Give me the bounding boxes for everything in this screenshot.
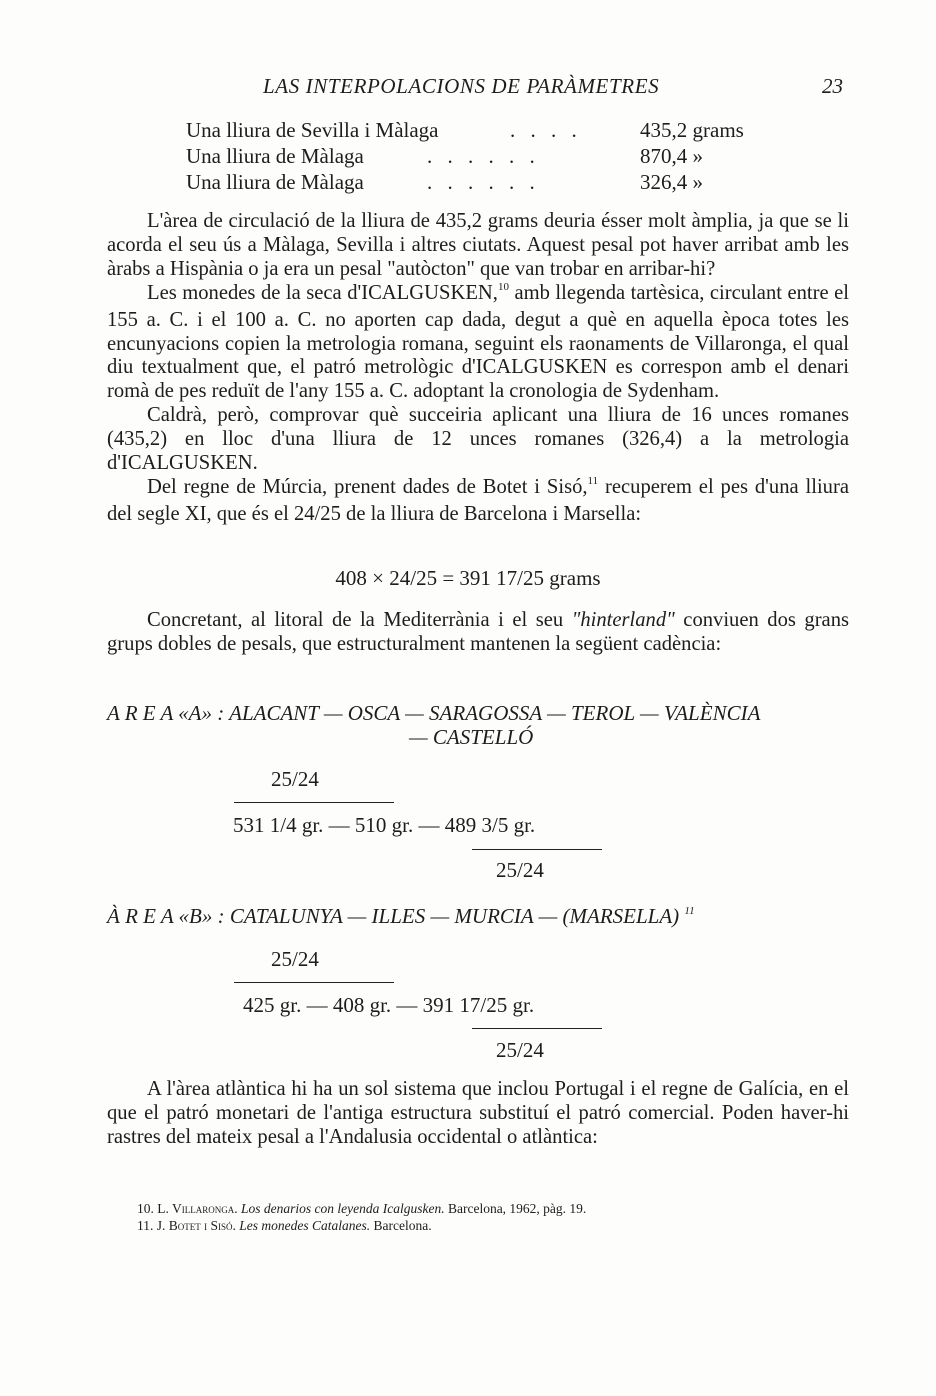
paragraph: L'àrea de circulació de la lliura de 435,2 grams deuria ésser molt àmplia, ja que se li acorda el seu ús a Màlaga, Sevilla i altres ciutats. Aquest pesal pot haver arribat amb les àrabs a Hispània o ja era un pesal "autòcton" que van trobar en arribar-hi? [107,210,849,280]
area-a-fraction-bottom: 25/24 [496,858,544,882]
body-text-block [107,1078,849,1150]
body-text-block [107,609,849,657]
text-run: conviuen dos grans grups dobles de pesals, que estructuralment mantenen la següent cadència: [107,609,850,655]
footnote-author: J. Botet i Sisó. [156,1218,236,1233]
table-row [0,169,936,195]
formula: 408 × 24/25 = 391 17/25 grams [335,566,601,590]
paragraph [107,476,849,527]
area-a-heading: A R E A «A» : ALACANT — OSCA — SARAGOSSA — TEROL — VALÈNCIA [107,701,761,725]
footnote-number: 11. [137,1218,154,1233]
page-number: 23 [822,74,843,98]
footnote [137,1218,432,1234]
fraction-rule [234,802,394,803]
fraction-rule [472,849,602,850]
text-run: Concretant, al litoral de la Mediterrània i el seu [147,609,572,631]
area-b-values: 425 gr. — 408 gr. — 391 17/25 gr. [243,993,535,1017]
row-dots: . . . . . . [427,170,540,194]
text-run: Del regne de Múrcia, prenent dades de Botet i Sisó, [147,475,588,498]
row-dots: . . . . [510,118,582,142]
area-a-heading-continuation: — CASTELLÓ [409,725,534,749]
footnote-title: Los denarios con leyenda Icalgusken. [241,1201,445,1216]
running-header: LAS INTERPOLACIONS DE PARÀMETRES [263,74,660,98]
italic-term: "hinterland" [571,609,675,631]
row-label: Una lliura de Sevilla i Màlaga [186,118,439,142]
body-text-block [107,210,849,527]
footnote-rest: Barcelona. [373,1218,432,1233]
fraction-rule [234,982,394,983]
footnote-author: L. Villaronga. [157,1201,238,1216]
area-a-values: 531 1/4 gr. — 510 gr. — 489 3/5 gr. [233,813,536,837]
paragraph: A l'àrea atlàntica hi ha un sol sistema que inclou Portugal i el regne de Galícia, en el que el patró monetari de l'antiga estructura substituí el patró comercial. Poden haver-hi rastres del mateix pesal a l'Andalusia occidental o atlàntica: [107,1078,849,1148]
row-label: Una lliura de Màlaga [186,170,364,194]
row-dots: . . . . . . [427,144,540,168]
text-run: amb llegenda tartèsica, circulant entre el 155 a. C. i el 100 a. C. no aporten cap dada, degut a què en aquella època totes les encunyacions copien la metrologia romana, seguint els raonaments de Villaronga, el qual diu textualment que, el patró metrològic d'ICALGUSKEN es correspon amb el denari romà de pes reduït de l'any 155 a. C. adoptant la cronologia de Sydenham. [107,281,849,403]
footnote [137,1201,586,1217]
text-run: Les monedes de la seca d'ICALGUSKEN, [147,281,498,304]
table-row [0,143,936,169]
weights-table [0,117,936,195]
row-value: 435,2 grams [640,118,744,142]
fraction-rule [472,1028,602,1029]
area-b-fraction-top: 25/24 [271,947,319,971]
footnote-number: 10. [137,1201,154,1216]
paragraph [107,609,849,657]
area-a-fraction-top: 25/24 [271,767,319,791]
area-b-heading [107,904,695,929]
footnote-rest: Barcelona, 1962, pàg. 19. [447,1201,587,1216]
area-b-fraction-bottom: 25/24 [496,1038,544,1062]
row-label: Una lliura de Màlaga [186,144,364,168]
row-value: 326,4 » [640,170,703,194]
footnote-title: Les monedes Catalanes. [239,1218,371,1233]
paragraph: Caldrà, però, comprovar què succeiria aplicant una lliura de 16 unces romanes (435,2) en lloc d'una lliura de 12 unces romanes (326,4) a la metrologia d'ICALGUSKEN. [107,404,849,475]
text-run: recuperem el pes d'una lliura del segle XI, que és el 24/25 de la lliura de Barcelona i Marsella: [107,475,849,525]
footnote-ref: 10 [497,280,509,293]
footnote-ref: 11 [684,905,695,917]
text-run: À R E A «B» : CATALUNYA — ILLES — MURCIA — (MARSELLA) [107,904,680,928]
row-value: 870,4 » [640,144,703,168]
paragraph [107,282,849,405]
footnote-ref: 11 [587,474,599,487]
table-row [0,117,936,143]
